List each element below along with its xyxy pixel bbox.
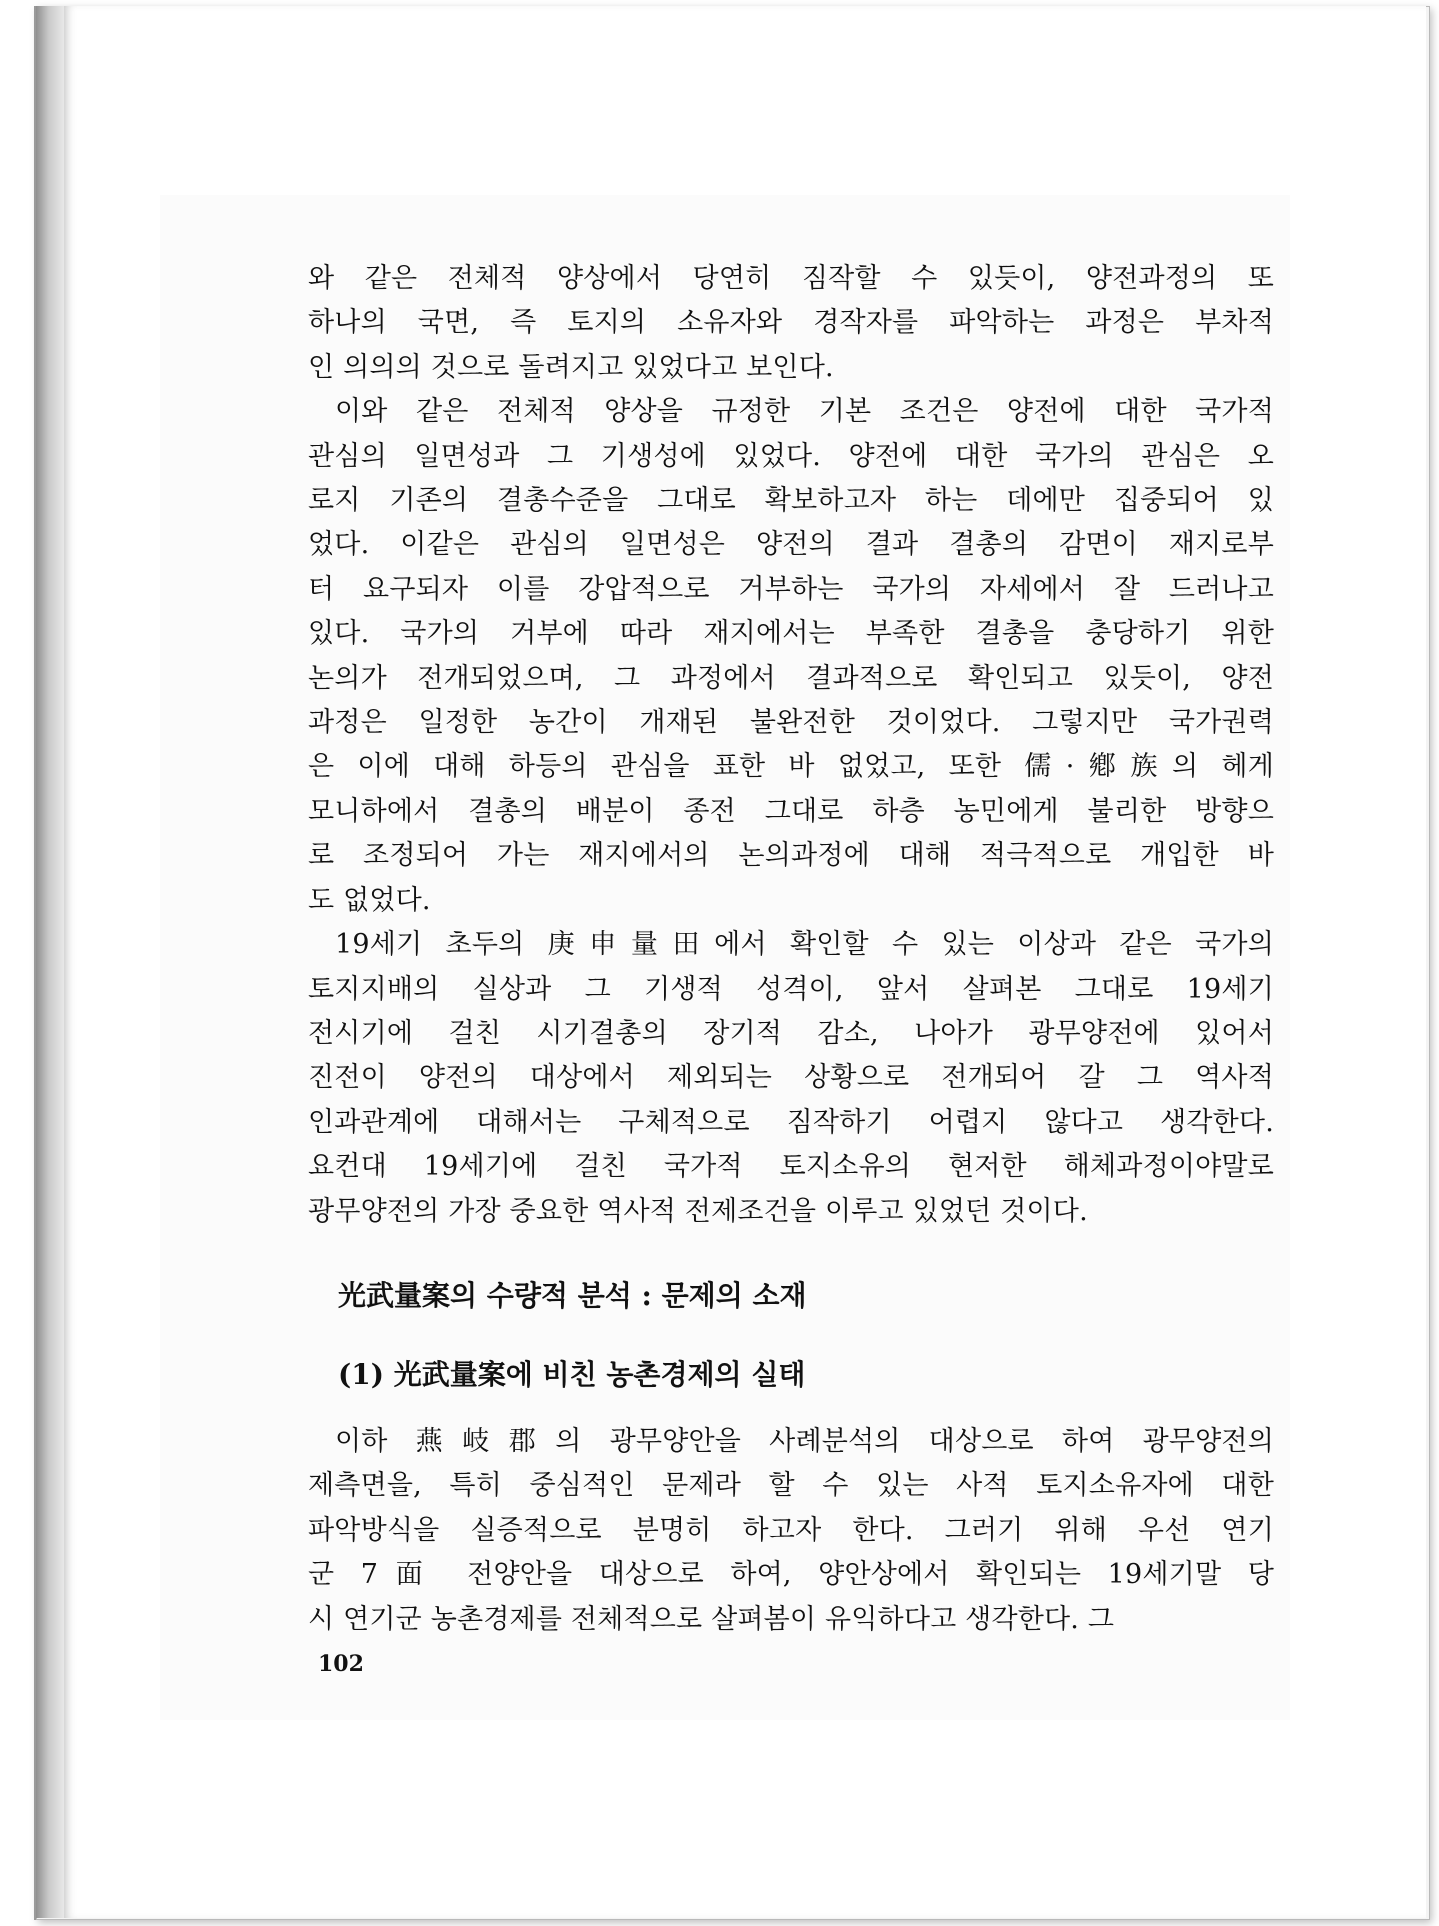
text-line: 로지 기존의 결총수준을 그대로 확보하고자 하는 데에만 집중되어 있 bbox=[308, 485, 1274, 517]
text-line: 있다. 국가의 거부에 따라 재지에서는 부족한 결총을 충당하기 위한 bbox=[308, 618, 1274, 650]
text-line: 모니하에서 결총의 배분이 종전 그대로 하층 농민에게 불리한 방향으 bbox=[308, 795, 1274, 827]
text-line: 인과관계에 대해서는 구체적으로 짐작하기 어렵지 않다고 생각한다. bbox=[308, 1106, 1274, 1138]
text-line: 요컨대 19세기에 걸친 국가적 토지소유의 현저한 해체과정이야말로 bbox=[308, 1151, 1274, 1183]
text-line: 이와 같은 전체적 양상을 규정한 기본 조건은 양전에 대한 국가적 bbox=[335, 396, 1274, 428]
paragraph bbox=[308, 257, 1274, 390]
text-line: 로 조정되어 가는 재지에서의 논의과정에 대해 적극적으로 개입한 바 bbox=[308, 840, 1274, 872]
text-line: 은 이에 대해 하등의 관심을 표한 바 없었고, 또한 儒·鄕族의 헤게 bbox=[308, 751, 1274, 783]
text-line: 광무양전의 가장 중요한 역사적 전제조건을 이루고 있었던 것이다. bbox=[308, 1195, 1088, 1227]
sub-heading: (1) 光武量案에 비친 농촌경제의 실태 bbox=[338, 1358, 806, 1391]
page-number: 102 bbox=[318, 1651, 364, 1677]
text-line: 었다. 이같은 관심의 일면성은 양전의 결과 결총의 감면이 재지로부 bbox=[308, 529, 1274, 561]
text-line: 인 의의의 것으로 돌려지고 있었다고 보인다. bbox=[308, 351, 834, 383]
text-line: 도 없었다. bbox=[308, 884, 431, 916]
paragraph bbox=[308, 390, 1274, 923]
text-line: 제측면을, 특히 중심적인 문제라 할 수 있는 사적 토지소유자에 대한 bbox=[308, 1470, 1274, 1502]
text-line: 하나의 국면, 즉 토지의 소유자와 경작자를 파악하는 과정은 부차적 bbox=[308, 307, 1274, 339]
text-line: 군 7面 전양안을 대상으로 하여, 양안상에서 확인되는 19세기말 당 bbox=[308, 1559, 1274, 1591]
text-line: 토지지배의 실상과 그 기생적 성격이, 앞서 살펴본 그대로 19세기 bbox=[308, 973, 1274, 1005]
text-line: 시 연기군 농촌경제를 전체적으로 살펴봄이 유익하다고 생각한다. 그 bbox=[308, 1603, 1115, 1635]
body-text-top bbox=[308, 257, 1274, 1234]
text-line: 전시기에 걸친 시기결총의 장기적 감소, 나아가 광무양전에 있어서 bbox=[308, 1017, 1274, 1049]
text-line: 와 같은 전체적 양상에서 당연히 짐작할 수 있듯이, 양전과정의 또 bbox=[308, 263, 1274, 294]
body-text-bottom bbox=[308, 1420, 1274, 1642]
page-edge bbox=[36, 6, 64, 1918]
text-line: 관심의 일면성과 그 기생성에 있었다. 양전에 대한 국가의 관심은 오 bbox=[308, 440, 1274, 472]
paragraph bbox=[308, 923, 1274, 1234]
text-line: 진전이 양전의 대상에서 제외되는 상황으로 전개되어 갈 그 역사적 bbox=[308, 1062, 1274, 1094]
text-line: 터 요구되자 이를 강압적으로 거부하는 국가의 자세에서 잘 드러나고 bbox=[308, 573, 1274, 605]
text-line: 파악방식을 실증적으로 분명히 하고자 한다. 그러기 위해 우선 연기 bbox=[308, 1514, 1274, 1546]
paragraph bbox=[308, 1420, 1274, 1642]
text-line: 과정은 일정한 농간이 개재된 불완전한 것이었다. 그렇지만 국가권력 bbox=[308, 707, 1274, 739]
section-heading: 光武量案의 수량적 분석 : 문제의 소재 bbox=[338, 1279, 807, 1312]
text-line: 이하 燕岐郡의 광무양안을 사례분석의 대상으로 하여 광무양전의 bbox=[335, 1426, 1274, 1457]
text-line: 논의가 전개되었으며, 그 과정에서 결과적으로 확인되고 있듯이, 양전 bbox=[308, 662, 1274, 694]
text-line: 19세기 초두의 庚申量田에서 확인할 수 있는 이상과 같은 국가의 bbox=[335, 929, 1274, 961]
